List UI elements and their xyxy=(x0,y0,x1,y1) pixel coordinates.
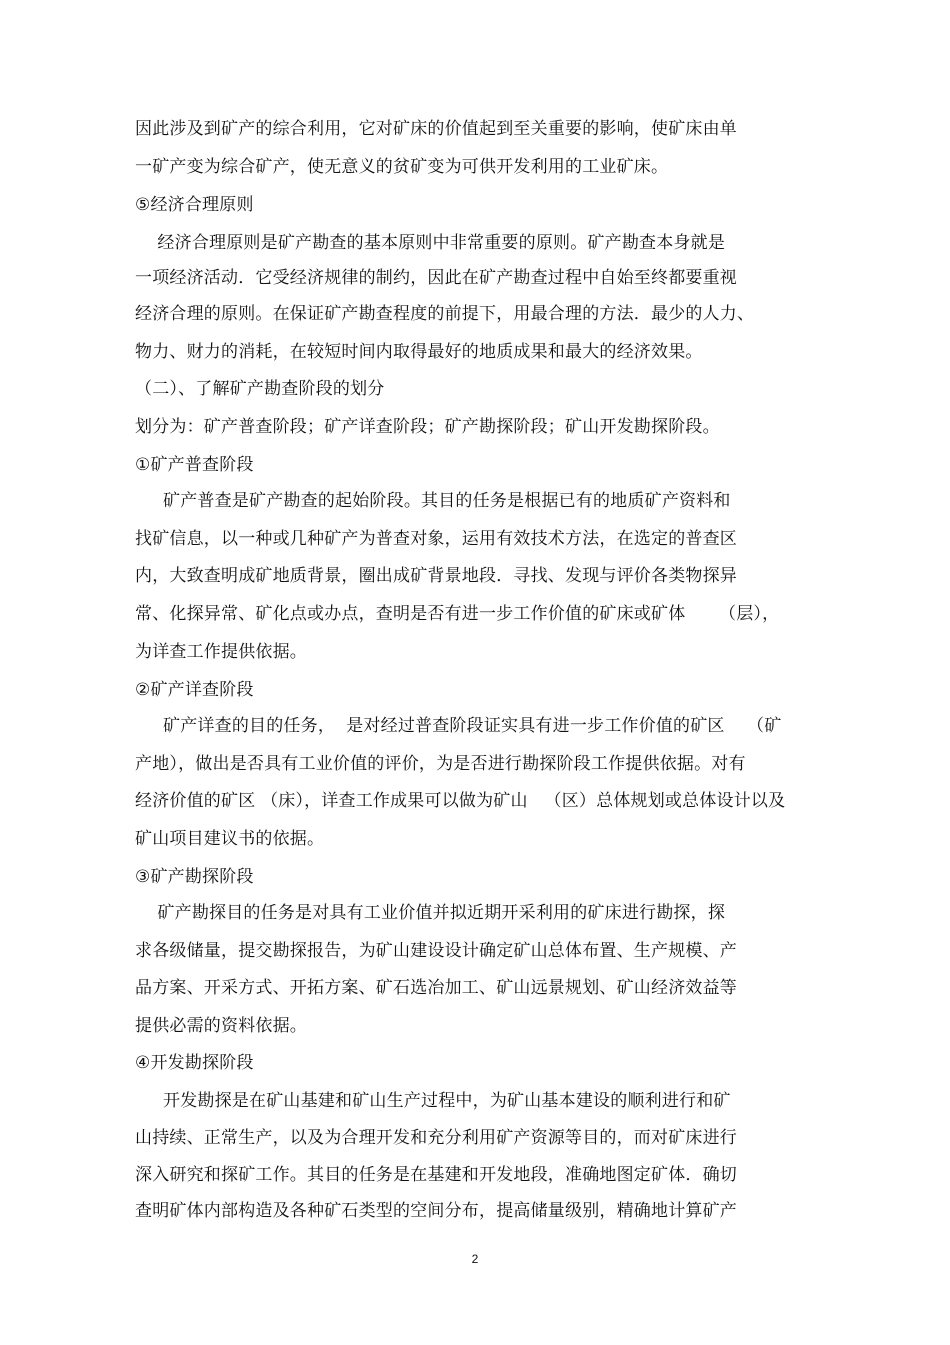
text-line: 开发勘探是在矿山基建和矿山生产过程中，为矿山基本建设的顺利进行和矿 xyxy=(135,1091,731,1111)
text-line: 矿产勘探目的任务是对具有工业价值并拟近期开采利用的矿床进行勘探，探 xyxy=(135,903,726,923)
text-line: 因此涉及到矿产的综合利用，它对矿床的价值起到至关重要的影响，使矿床由单 xyxy=(135,119,737,139)
text-line: 一项经济活动．它受经济规律的制约，因此在矿产勘查过程中自始至终都要重视 xyxy=(135,268,737,288)
section-heading: ②矿产详查阶段 xyxy=(135,680,254,700)
text-line: 经济合理原则是矿产勘查的基本原则中非常重要的原则。矿产勘查本身就是 xyxy=(135,233,726,253)
text-line: 经济价值的矿区 （床），详查工作成果可以做为矿山 （区）总体规划或总体设计以及 xyxy=(135,791,786,811)
text-line: 找矿信息，以一种或几种矿产为普查对象，运用有效技术方法，在选定的普查区 xyxy=(135,529,737,549)
text-line: 矿产普查是矿产勘查的起始阶段。其目的任务是根据已有的地质矿产资料和 xyxy=(135,491,731,511)
text-line: 矿山项目建议书的依据。 xyxy=(135,829,325,849)
text-line: 深入研究和探矿工作。其目的任务是在基建和开发地段，准确地图定矿体．确切 xyxy=(135,1165,737,1185)
text-line: 品方案、开采方式、开拓方案、矿石选冶加工、矿山远景规划、矿山经济效益等 xyxy=(135,978,737,998)
text-line: 一矿产变为综合矿产，使无意义的贫矿变为可供开发利用的工业矿床。 xyxy=(135,157,669,177)
text-line: 物力、财力的消耗，在较短时间内取得最好的地质成果和最大的经济效果。 xyxy=(135,342,703,362)
text-line: 内，大致查明成矿地质背景，圈出成矿背景地段．寻找、发现与评价各类物探异 xyxy=(135,566,737,586)
text-line: 产地），做出是否具有工业价值的评价，为是否进行勘探阶段工作提供依据。对有 xyxy=(135,754,746,774)
text-line: 提供必需的资料依据。 xyxy=(135,1016,307,1036)
text-line: 查明矿体内部构造及各种矿石类型的空间分布，提高储量级别，精确地计算矿产 xyxy=(135,1201,737,1221)
text-line: 为详查工作提供依据。 xyxy=(135,642,307,662)
text-line: 矿产详查的目的任务， 是对经过普查阶段证实具有进一步工作价值的矿区 （矿 xyxy=(135,716,782,736)
text-line: 经济合理的原则。在保证矿产勘查程度的前提下，用最合理的方法．最少的人力、 xyxy=(135,304,755,324)
section-heading: ①矿产普查阶段 xyxy=(135,455,254,475)
text-line: 划分为：矿产普查阶段；矿产详查阶段；矿产勘探阶段；矿山开发勘探阶段。 xyxy=(135,417,720,437)
text-line: 求各级储量，提交勘探报告，为矿山建设设计确定矿山总体布置、生产规模、产 xyxy=(135,941,737,961)
text-line: 常、化探异常、矿化点或办点，查明是否有进一步工作价值的矿床或矿体 （层）， xyxy=(135,604,780,624)
section-heading: ⑤经济合理原则 xyxy=(135,195,254,215)
section-heading: （二）、了解矿产勘查阶段的划分 xyxy=(135,379,385,399)
page-number: 2 xyxy=(471,1252,479,1266)
section-heading: ④开发勘探阶段 xyxy=(135,1053,254,1073)
text-line: 山持续、正常生产，以及为合理开发和充分利用矿产资源等目的，而对矿床进行 xyxy=(135,1128,737,1148)
section-heading: ③矿产勘探阶段 xyxy=(135,867,254,887)
